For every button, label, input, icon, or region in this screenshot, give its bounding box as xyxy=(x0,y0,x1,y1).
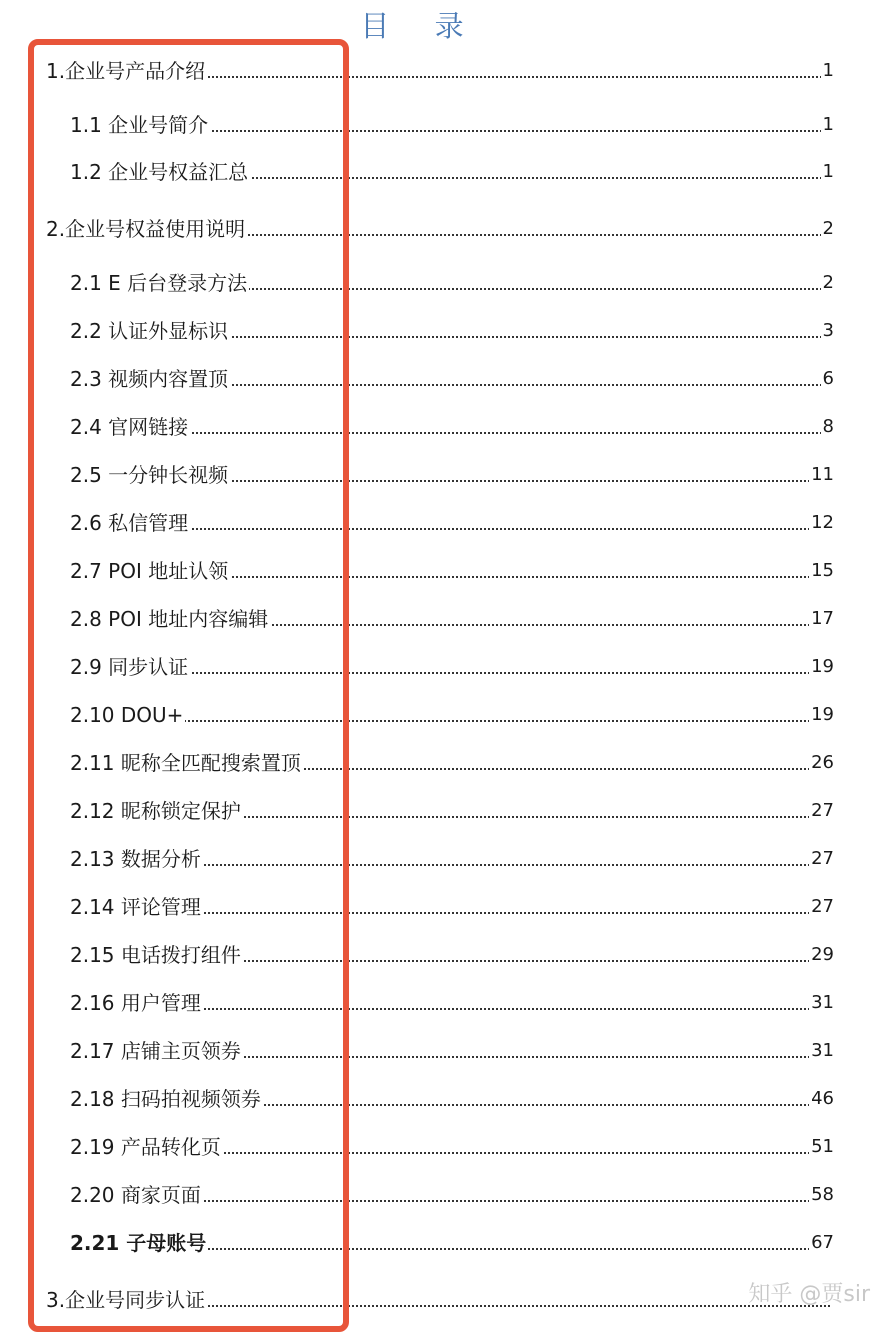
watermark: 知乎 @贾sir xyxy=(748,1282,870,1307)
toc-entry-label: 2.4 官网链接 xyxy=(70,412,190,442)
toc-entry[interactable] xyxy=(0,364,892,394)
toc-entry[interactable] xyxy=(0,988,892,1018)
toc-entry-page: 1 xyxy=(821,56,834,86)
toc-entry[interactable] xyxy=(0,214,892,244)
toc-entry-label: 2.7 POI 地址认领 xyxy=(70,556,230,586)
toc-entry-page: 11 xyxy=(809,460,834,490)
toc-entry-label: 2.16 用户管理 xyxy=(70,988,203,1018)
toc-leader-dots xyxy=(80,672,830,674)
toc-entry-page: 27 xyxy=(809,796,834,826)
toc-entry[interactable] xyxy=(0,412,892,442)
toc-entry-label: 2.17 店铺主页领券 xyxy=(70,1036,243,1066)
toc-entry[interactable] xyxy=(0,268,892,298)
toc-entry[interactable] xyxy=(0,1084,892,1114)
toc-entry[interactable] xyxy=(0,460,892,490)
toc-entry[interactable] xyxy=(0,748,892,778)
toc-entry-page: 1 xyxy=(821,157,834,187)
toc-entry-page: 6 xyxy=(821,364,834,394)
toc-entry-label: 2.6 私信管理 xyxy=(70,508,190,538)
toc-entry[interactable] xyxy=(0,844,892,874)
toc-entry-page: 19 xyxy=(809,700,834,730)
toc-entry-page: 12 xyxy=(809,508,834,538)
toc-entry-page: 17 xyxy=(809,604,834,634)
toc-entry-page: 2 xyxy=(821,268,834,298)
toc-entry-page: 67 xyxy=(809,1228,834,1258)
toc-entry[interactable] xyxy=(0,604,892,634)
toc-entry-label: 2.20 商家页面 xyxy=(70,1180,203,1210)
toc-entry-label: 2.21 子母账号 xyxy=(70,1228,208,1258)
toc-leader-dots xyxy=(80,528,830,530)
toc-entry-label: 2.19 产品转化页 xyxy=(70,1132,223,1162)
toc-entry[interactable] xyxy=(0,56,892,86)
toc-entry-page: 26 xyxy=(809,748,834,778)
toc-entry-page: 31 xyxy=(809,1036,834,1066)
toc-entry[interactable] xyxy=(0,700,892,730)
toc-entry-label: 2.企业号权益使用说明 xyxy=(46,214,247,244)
toc-entry-label: 2.9 同步认证 xyxy=(70,652,190,682)
toc-entry-page: 2 xyxy=(821,214,834,244)
toc-entry-label: 2.8 POI 地址内容编辑 xyxy=(70,604,270,634)
toc-leader-dots xyxy=(80,432,830,434)
toc-entry-label: 2.12 昵称锁定保护 xyxy=(70,796,243,826)
toc-entry[interactable] xyxy=(0,940,892,970)
toc-entry[interactable] xyxy=(0,556,892,586)
toc-entry-page: 58 xyxy=(809,1180,834,1210)
toc-entry[interactable] xyxy=(0,652,892,682)
toc-entry-page: 46 xyxy=(809,1084,834,1114)
toc-entry-page: 8 xyxy=(821,412,834,442)
toc-entry-label: 2.10 DOU+ xyxy=(70,700,185,730)
toc-entry-label: 1.企业号产品介绍 xyxy=(46,56,207,86)
toc-entry[interactable] xyxy=(0,892,892,922)
toc-entry-page: 27 xyxy=(809,844,834,874)
toc-entry-page: 1 xyxy=(821,110,834,140)
toc-entry-label: 2.15 电话拨打组件 xyxy=(70,940,243,970)
toc-entry-label: 2.13 数据分析 xyxy=(70,844,203,874)
toc-leader-dots xyxy=(80,720,830,722)
toc-entry[interactable] xyxy=(0,508,892,538)
toc-entry-label: 2.1 E 后台登录方法 xyxy=(70,268,249,298)
toc-entry-label: 2.3 视频内容置顶 xyxy=(70,364,230,394)
toc-entry-page: 31 xyxy=(809,988,834,1018)
toc-entry[interactable] xyxy=(0,1132,892,1162)
toc-entry-label: 2.18 扫码拍视频领券 xyxy=(70,1084,263,1114)
toc-entry[interactable] xyxy=(0,316,892,346)
toc-entry-page: 3 xyxy=(821,316,834,346)
toc-entry-label: 3.企业号同步认证 xyxy=(46,1285,207,1315)
toc-entry-page: 15 xyxy=(809,556,834,586)
toc-entry-label: 1.2 企业号权益汇总 xyxy=(70,157,250,187)
toc-entry[interactable] xyxy=(0,157,892,187)
toc-title: 目 录 xyxy=(360,9,482,43)
toc-entry[interactable] xyxy=(0,1036,892,1066)
toc-entry[interactable] xyxy=(0,1228,892,1258)
toc-entry-label: 2.2 认证外显标识 xyxy=(70,316,230,346)
toc-entry-page: 51 xyxy=(809,1132,834,1162)
toc-entry-label: 2.14 评论管理 xyxy=(70,892,203,922)
toc-entry-label: 2.11 昵称全匹配搜索置顶 xyxy=(70,748,303,778)
toc-entry-page: 27 xyxy=(809,892,834,922)
toc-entry[interactable] xyxy=(0,1180,892,1210)
toc-entry-label: 1.1 企业号简介 xyxy=(70,110,210,140)
toc-entry[interactable] xyxy=(0,796,892,826)
toc-entry[interactable] xyxy=(0,110,892,140)
toc-entry-page: 29 xyxy=(809,940,834,970)
toc-entry-label: 2.5 一分钟长视频 xyxy=(70,460,230,490)
toc-entry-page: 19 xyxy=(809,652,834,682)
